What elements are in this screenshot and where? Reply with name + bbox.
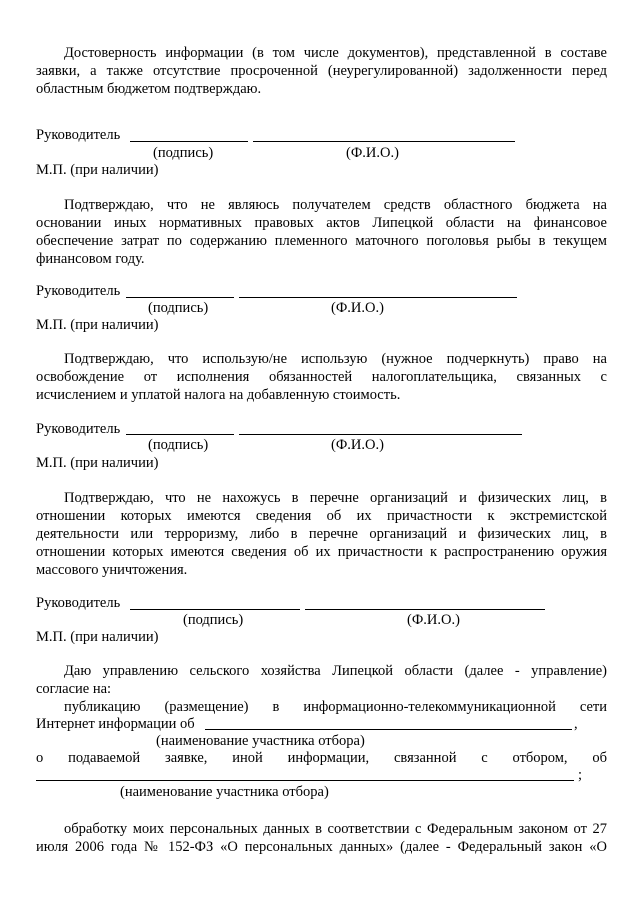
- text-line: публикацию (размещение) в информационно-телекоммуникационной сети: [64, 699, 607, 715]
- text-line: финансовом году.: [36, 251, 145, 267]
- paragraph-personal-data: [36, 820, 607, 856]
- seal-label: М.П. (при наличии): [36, 629, 159, 645]
- text-line: массового уничтожения.: [36, 562, 188, 578]
- text-line: Подтверждаю, что не являюсь получателем средств областного бюджета на: [64, 197, 607, 213]
- publication-comma: ,: [574, 716, 578, 732]
- text-line: отношении которых имеются сведения об их причастности к экстремистской: [36, 508, 607, 524]
- name-line[interactable]: [253, 141, 515, 142]
- publication-prefix: Интернет информации об: [36, 716, 195, 732]
- signature-line[interactable]: [130, 609, 300, 610]
- name-caption: (Ф.И.О.): [331, 300, 384, 316]
- text-line: Достоверность информации (в том числе документов), представленной в составе: [64, 45, 607, 61]
- seal-label: М.П. (при наличии): [36, 455, 159, 471]
- text-line: деятельности или терроризму, либо в перечне организаций и физических лиц, в: [36, 526, 607, 542]
- text-line: основании иных нормативных правовых актов Липецкой области на финансовое: [36, 215, 607, 231]
- paragraph-not-in-list: [36, 489, 607, 579]
- text-line: Подтверждаю, что не нахожусь в перечне организаций и физических лиц, в: [64, 490, 607, 506]
- text-line: заявки, а также отсутствие просроченной (неурегулированной) задолженности перед: [36, 63, 607, 79]
- signature-role-label: Руководитель: [36, 127, 121, 143]
- signature-role-label: Руководитель: [36, 421, 121, 437]
- paragraph-reliability: [36, 44, 607, 98]
- seal-label: М.П. (при наличии): [36, 162, 159, 178]
- signature-line[interactable]: [130, 141, 248, 142]
- paragraph-about-application: [36, 749, 607, 767]
- name-caption: (Ф.И.О.): [346, 145, 399, 161]
- signature-caption: (подпись): [153, 145, 214, 161]
- signature-caption: (подпись): [183, 612, 244, 628]
- text-line: Даю управлению сельского хозяйства Липецкой области (далее - управление): [64, 663, 607, 679]
- name-caption: (Ф.И.О.): [331, 437, 384, 453]
- participant-caption: (наименование участника отбора): [156, 733, 365, 749]
- seal-label: М.П. (при наличии): [36, 317, 159, 333]
- paragraph-consent: [36, 662, 607, 716]
- paragraph-not-recipient: [36, 196, 607, 268]
- name-line[interactable]: [239, 297, 517, 298]
- signature-caption: (подпись): [148, 437, 209, 453]
- text-line: отношении которых имеются сведения об их причастности к распространению оружия: [36, 544, 607, 560]
- signature-role-label: Руководитель: [36, 283, 121, 299]
- name-caption: (Ф.И.О.): [407, 612, 460, 628]
- name-line[interactable]: [239, 434, 522, 435]
- text-line: июля 2006 года № 152-ФЗ «О персональных данных» (далее - Федеральный закон «О: [36, 839, 607, 855]
- text-line: исчислением и уплатой налога на добавленную стоимость.: [36, 387, 401, 403]
- name-line[interactable]: [305, 609, 545, 610]
- text-line: обработку моих персональных данных в соответствии с Федеральным законом от 27: [64, 821, 607, 837]
- signature-line[interactable]: [126, 297, 234, 298]
- text-line: областным бюджетом подтверждаю.: [36, 81, 262, 97]
- participant-caption: (наименование участника отбора): [120, 784, 329, 800]
- participant-name-field[interactable]: [36, 780, 574, 781]
- paragraph-vat-exemption: [36, 350, 607, 404]
- text-line: согласие на:: [36, 681, 112, 697]
- signature-caption: (подпись): [148, 300, 209, 316]
- signature-line[interactable]: [126, 434, 234, 435]
- text-line: обеспечение затрат по содержанию племенного маточного поголовья рыбы в текущем: [36, 233, 607, 249]
- text-line: о подаваемой заявке, иной информации, связанной с отбором, об: [36, 750, 607, 766]
- text-line: Подтверждаю, что использую/не использую (нужное подчеркнуть) право на: [64, 351, 607, 367]
- participant-name-field[interactable]: [205, 729, 572, 730]
- text-line: освобождение от исполнения обязанностей налогоплательщика, связанных с: [36, 369, 607, 385]
- signature-role-label: Руководитель: [36, 595, 121, 611]
- about-semicolon: ;: [578, 767, 583, 783]
